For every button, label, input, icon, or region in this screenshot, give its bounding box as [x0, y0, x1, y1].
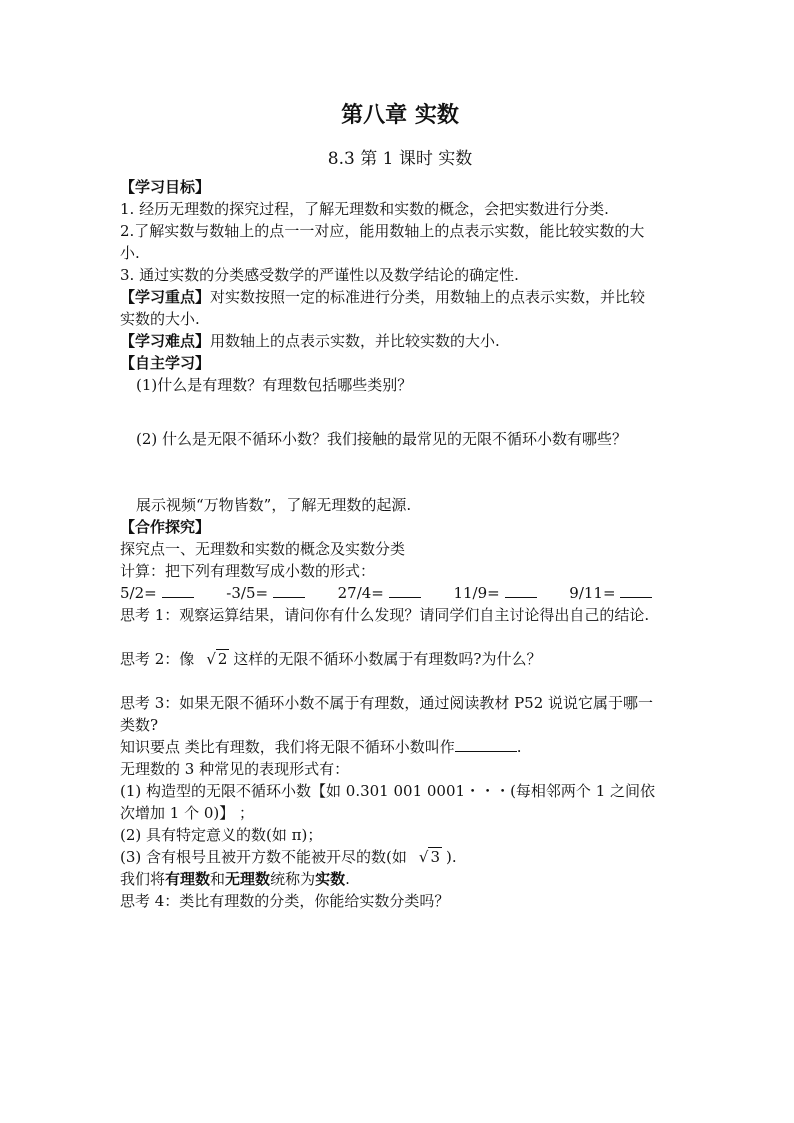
think-3-cont: 类数? [120, 716, 159, 734]
keyword-real: 实数 [315, 870, 346, 888]
knowledge-blank[interactable] [455, 737, 517, 752]
video-note: 展示视频“万物皆数”，了解无理数的起源. [136, 496, 412, 514]
answer-blank[interactable] [620, 583, 652, 598]
think-1: 思考 1：观察运算结果，请问你有什么发现？请同学们自主讨论得出自己的结论. [120, 606, 650, 624]
worksheet-content [120, 100, 680, 912]
goal-item-1: 1. 经历无理数的探究过程，了解无理数和实数的概念，会把实数进行分类. [120, 200, 609, 218]
think-3: 思考 3：如果无限不循环小数不属于有理数，通过阅读教材 P52 说说它属于哪一 [120, 694, 654, 712]
calc-item: -3/5= [226, 582, 305, 604]
calc-row [120, 582, 680, 604]
inquiry-point-1: 探究点一、无理数和实数的概念及实数分类 [120, 540, 406, 558]
answer-blank[interactable] [162, 583, 194, 598]
form-1-cont: 次增加 1 个 0)】 ； [120, 804, 255, 822]
cooperate-heading: 【合作探究】 [120, 518, 211, 536]
focus-line-2: 实数的大小. [120, 310, 200, 328]
sqrt-3-expression: √ 3 [418, 848, 440, 866]
chapter-title: 第八章 实数 [341, 102, 459, 128]
form-3: (3) 含有根号且被开方数不能被开尽的数(如 √ 3 ). [120, 848, 457, 866]
difficulty-line [120, 330, 680, 352]
think-2: 思考 2：像 √ 2 这样的无限不循环小数属于有理数吗?为什么？ [120, 650, 542, 668]
focus-text: 对实数按照一定的标准进行分类，用数轴上的点表示实数，并比较 [210, 288, 646, 306]
radical-icon: √ [206, 650, 216, 668]
radical-icon: √ [418, 848, 429, 866]
goals-heading: 【学习目标】 [120, 178, 211, 196]
form-1: (1) 构造型的无限不循环小数【如 0.301 001 0001・・・(每相邻两个 1 之间依 [120, 782, 656, 800]
self-study-question-1: (1)什么是有理数？有理数包括哪些类别？ [136, 376, 413, 394]
sqrt-2-expression: √ 2 [206, 650, 228, 668]
calc-item: 5/2= [120, 582, 194, 604]
goal-item-3: 3. 通过实数的分类感受数学的严谨性以及数学结论的确定性. [120, 266, 519, 284]
answer-blank[interactable] [273, 583, 305, 598]
answer-blank[interactable] [505, 583, 537, 598]
goal-item-2: 2.了解实数与数轴上的点一一对应，能用数轴上的点表示实数，能比较实数的大 [120, 222, 645, 240]
self-study-question-2: (2) 什么是无限不循环小数？我们接触的最常见的无限不循环小数有哪些？ [136, 430, 628, 448]
difficulty-heading: 【学习难点】 [120, 332, 211, 350]
keyword-irrational: 无理数 [225, 870, 271, 888]
summary: 我们将有理数和无理数统称为实数. [120, 870, 350, 888]
think-4: 思考 4：类比有理数的分类，你能给实数分类吗？ [120, 892, 450, 910]
calc-item: 11/9= [453, 582, 536, 604]
lesson-subtitle: 8.3 第 1 课时 实数 [327, 149, 473, 169]
knowledge-point: 知识要点 类比有理数，我们将无限不循环小数叫作 . [120, 738, 522, 756]
form-2: (2) 具有特定意义的数(如 π)； [120, 826, 323, 844]
calc-item: 27/4= [338, 582, 421, 604]
forms-intro: 无理数的 3 种常见的表现形式有： [120, 760, 350, 778]
goal-item-2-cont: 小. [120, 244, 140, 262]
difficulty-text: 用数轴上的点表示实数，并比较实数的大小. [210, 332, 500, 350]
answer-blank[interactable] [389, 583, 421, 598]
self-study-heading: 【自主学习】 [120, 354, 211, 372]
calc-intro: 计算：把下列有理数写成小数的形式： [120, 562, 376, 580]
focus-heading: 【学习重点】 [120, 288, 211, 306]
keyword-rational: 有理数 [165, 870, 211, 888]
calc-item: 9/11= [569, 582, 652, 604]
focus-line [120, 286, 680, 308]
